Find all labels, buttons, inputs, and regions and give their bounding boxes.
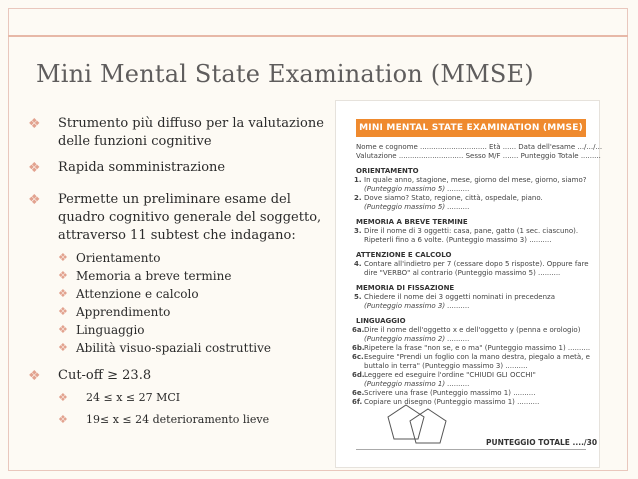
item-text: Leggere ed eseguire l'ordine "CHIUDI GLI OCCHI": [364, 371, 536, 379]
bullet-marker-icon: ❖: [28, 368, 41, 384]
form-item: [356, 227, 591, 245]
form-score-line: (Punteggio massimo 3) ..........: [364, 302, 470, 310]
item-number: 3.: [354, 227, 362, 235]
form-item: [356, 194, 591, 203]
cutoff-text: 19≤ x ≤ 24 deterioramento lieve: [86, 413, 270, 426]
form-item: [352, 326, 591, 335]
subtest-text: Apprendimento: [76, 305, 171, 319]
subtest-item: [58, 267, 328, 285]
item-text: Copiare un disegno (Punteggio massimo 1) ..........: [364, 398, 540, 406]
subtest-item: [58, 285, 328, 303]
cutoff-item: [58, 389, 328, 407]
item-text: Eseguire "Prendi un foglio con la mano destra, piegalo a metà, e buttalo in terra" (Punteggio massimo 3) ..........: [364, 353, 590, 370]
sub-bullet-icon: ❖: [58, 251, 68, 264]
item-number: 6f.: [352, 398, 363, 406]
item-text: In quale anno, stagione, mese, giorno del mese, giorno, siamo?: [364, 176, 587, 184]
form-section-title: LINGUAGGIO: [356, 317, 406, 325]
bullet-marker-icon: ❖: [28, 160, 41, 176]
sub-bullet-icon: ❖: [58, 287, 68, 300]
item-number: 4.: [354, 260, 362, 268]
subtest-item: [58, 339, 328, 357]
item-text: Dire il nome dell'oggetto x e dell'oggetto y (penna e orologio): [364, 326, 581, 334]
sub-bullet-icon: ❖: [58, 391, 68, 404]
subtest-item: [58, 303, 328, 321]
form-section-title: ATTENZIONE E CALCOLO: [356, 251, 452, 259]
bullet-text: Strumento più diffuso per la valutazione delle funzioni cognitive: [58, 116, 324, 149]
form-section-title: MEMORIA DI FISSAZIONE: [356, 284, 455, 292]
bullet-marker-icon: ❖: [28, 116, 41, 132]
sub-bullet-icon: ❖: [58, 269, 68, 282]
subtest-text: Memoria a breve termine: [76, 269, 232, 283]
form-score-line: (Punteggio massimo 5) ..........: [364, 203, 470, 211]
sub-bullet-icon: ❖: [58, 305, 68, 318]
item-text: Dire il nome di 3 oggetti: casa, pane, gatto (1 sec. ciascuno). Ripeterli fino a 6 volte. (Punteggio massimo 3) ..........: [364, 227, 579, 244]
form-item: [352, 371, 591, 380]
form-item: [352, 353, 591, 371]
item-text: Chiedere il nome dei 3 oggetti nominati in precedenza: [364, 293, 556, 301]
form-item: [356, 260, 591, 278]
subtest-item: [58, 321, 328, 339]
form-item: [356, 293, 591, 302]
bullet-item: [28, 115, 328, 151]
form-item: [356, 176, 591, 185]
bullet-item-cutoff: [28, 367, 328, 385]
item-text: Scrivere una frase (Punteggio massimo 1) ..........: [364, 389, 536, 397]
subtest-text: Orientamento: [76, 251, 161, 265]
sub-bullet-icon: ❖: [58, 413, 68, 426]
mmse-form-image: [335, 100, 603, 468]
cutoff-text: 24 ≤ x ≤ 27 MCI: [86, 391, 181, 404]
item-number: 5.: [354, 293, 362, 301]
bullet-marker-icon: ❖: [28, 192, 41, 208]
form-body: [352, 143, 603, 407]
sub-bullet-icon: ❖: [58, 323, 68, 336]
bullet-item: [28, 191, 328, 245]
form-item: [352, 344, 591, 353]
item-number: 6b.: [352, 344, 365, 352]
item-number: 6d.: [352, 371, 365, 379]
form-score-line: (Punteggio massimo 2) ..........: [364, 335, 470, 343]
form-line: Valutazione ............................. Sesso M/F ....... Punteggio Totale .........: [356, 152, 601, 160]
slide-title: Mini Mental State Examination (MMSE): [36, 60, 534, 88]
cutoff-item: [58, 411, 328, 429]
cutoff-label: Cut-off ≥ 23.8: [58, 368, 152, 383]
subtest-text: Abilità visuo-spaziali costruttive: [76, 341, 271, 355]
form-header: MINI MENTAL STATE EXAMINATION (MMSE): [356, 119, 586, 137]
form-score-line: (Punteggio massimo 1) ..........: [364, 380, 470, 388]
form-score-line: (Punteggio massimo 5) ..........: [364, 185, 470, 193]
item-text: Dove siamo? Stato, regione, città, ospedale, piano.: [364, 194, 543, 202]
item-number: 6a.: [352, 326, 365, 334]
subtest-item: [58, 249, 328, 267]
bullet-item: [28, 159, 328, 177]
bullet-text: Rapida somministrazione: [58, 160, 226, 175]
item-number: 1.: [354, 176, 362, 184]
form-section-title: ORIENTAMENTO: [356, 167, 419, 175]
item-text: Contare all'indietro per 7 (cessare dopo 5 risposte). Oppure fare dire "VERBO" al contrario (Punteggio massimo 5) ..........: [364, 260, 589, 277]
item-number: 2.: [354, 194, 362, 202]
subtest-list: [28, 249, 328, 357]
score-divider: [356, 449, 586, 450]
bullet-list: [28, 115, 328, 429]
subtest-text: Linguaggio: [76, 323, 145, 337]
form-section-title: MEMORIA A BREVE TERMINE: [356, 218, 468, 226]
top-divider: [8, 35, 628, 37]
item-number: 6c.: [352, 353, 364, 361]
subtest-text: Attenzione e calcolo: [76, 287, 199, 301]
bullet-text: Permette un preliminare esame del quadro cognitivo generale del soggetto, attraverso 11 subtest che indagano:: [58, 192, 322, 243]
item-number: 6e.: [352, 389, 365, 397]
total-score: PUNTEGGIO TOTALE ..../30: [486, 438, 598, 447]
form-line: Nome e cognome .............................. Età ...... Data dell'esame .../.../...: [356, 143, 603, 151]
form-item: [352, 389, 591, 398]
intersecting-pentagons-icon: [384, 401, 454, 449]
item-text: Ripetere la frase "non se, e o ma" (Punteggio massimo 1) ..........: [364, 344, 591, 352]
sub-bullet-icon: ❖: [58, 341, 68, 354]
